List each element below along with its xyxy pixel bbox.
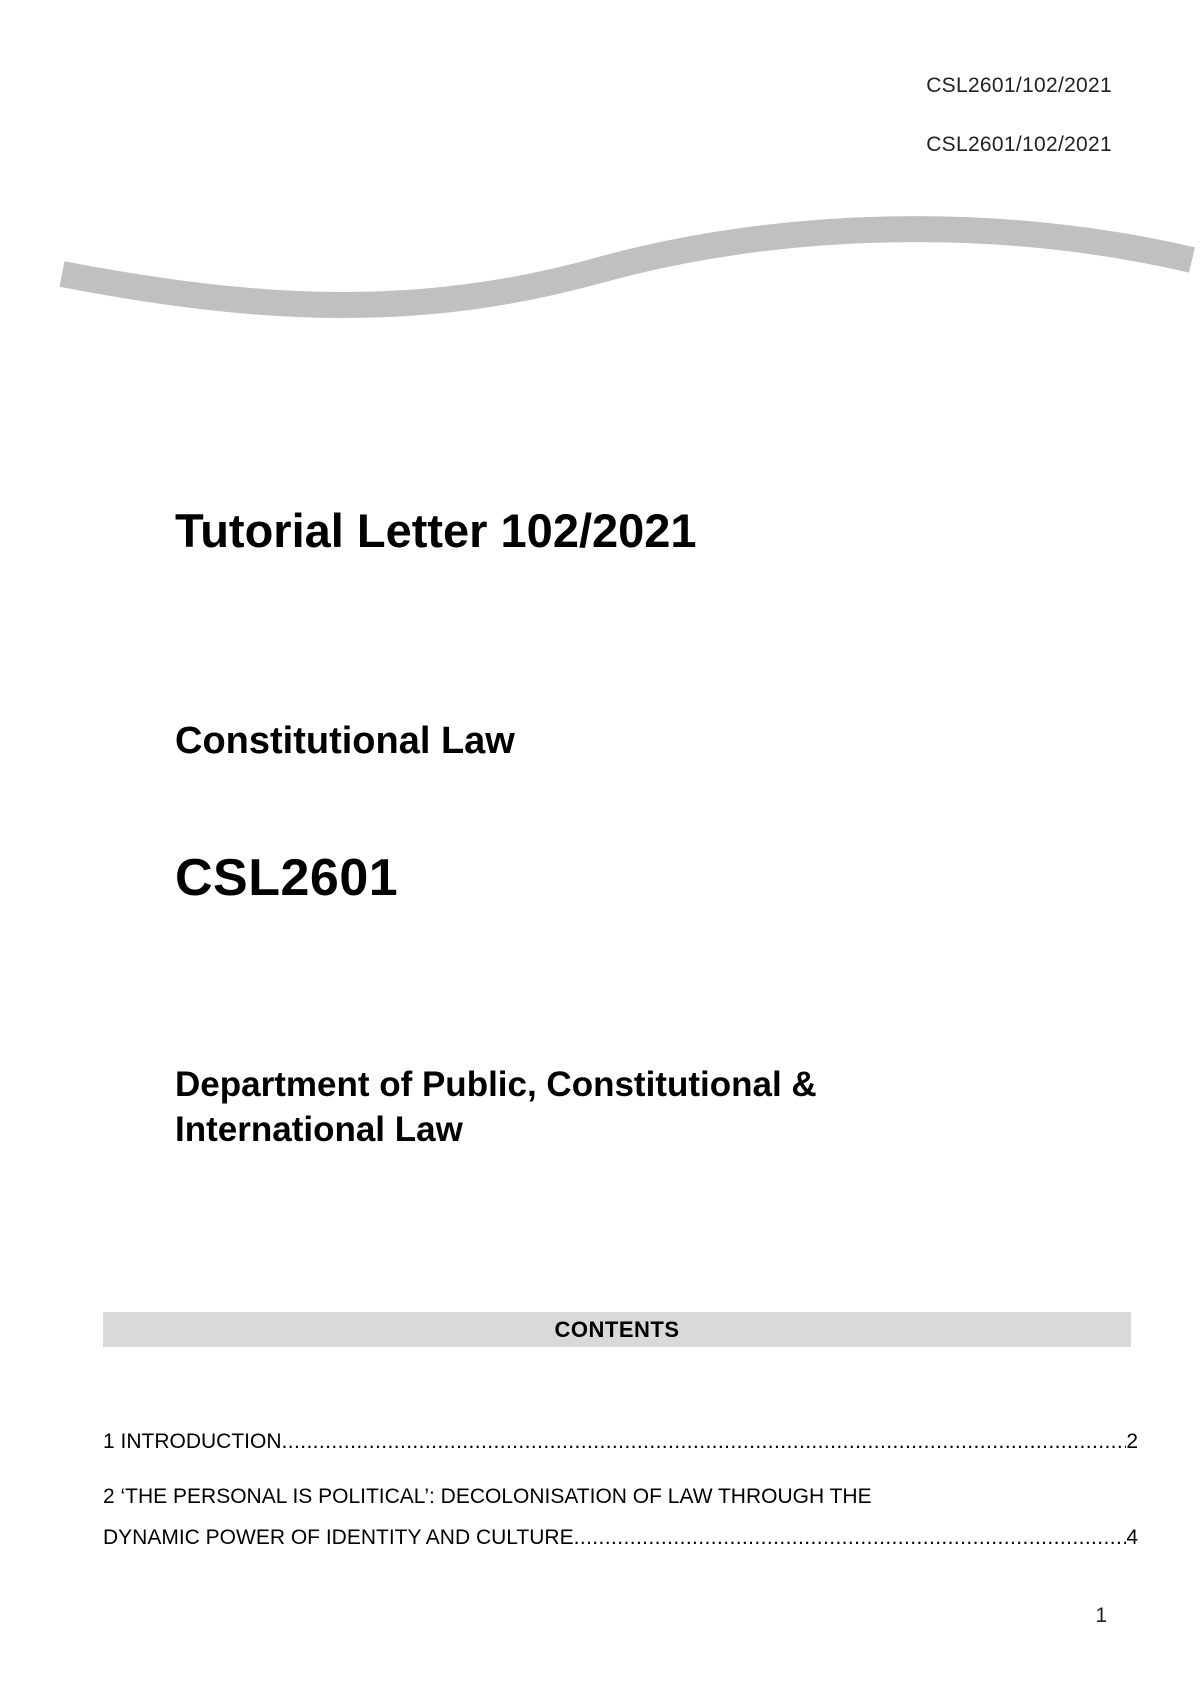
toc-leader-dots (574, 1526, 1127, 1550)
toc-page-number: 2 (1126, 1430, 1138, 1453)
header-code-1: CSL2601/102/2021 (926, 74, 1112, 97)
page-number: 1 (1095, 1604, 1107, 1627)
toc-entry-label: 1 INTRODUCTION (103, 1430, 282, 1453)
department-line-2: International Law (175, 1110, 463, 1149)
contents-heading-label: CONTENTS (554, 1316, 680, 1342)
module-code: CSL2601 (175, 849, 399, 907)
toc-entry-label: 2 ‘THE PERSONAL IS POLITICAL’: DECOLONISATION OF LAW THROUGH THE (103, 1485, 872, 1508)
toc-page-number: 4 (1126, 1526, 1138, 1549)
tutorial-letter-title: Tutorial Letter 102/2021 (175, 504, 697, 557)
toc-entry-personal-political-line-2[interactable] (103, 1526, 1138, 1550)
toc-entry-introduction[interactable] (103, 1430, 1138, 1454)
contents-heading (103, 1312, 1131, 1347)
department-line-1: Department of Public, Constitutional & (175, 1065, 817, 1104)
toc-entry-label: DYNAMIC POWER OF IDENTITY AND CULTURE (103, 1526, 574, 1549)
header-code-2: CSL2601/102/2021 (926, 133, 1112, 156)
subject-title: Constitutional Law (175, 720, 515, 762)
toc-entry-personal-political-line-1[interactable] (103, 1485, 1138, 1509)
department-name (175, 1062, 1075, 1152)
toc-leader-dots (282, 1430, 1127, 1454)
decorative-wave (0, 200, 1200, 330)
